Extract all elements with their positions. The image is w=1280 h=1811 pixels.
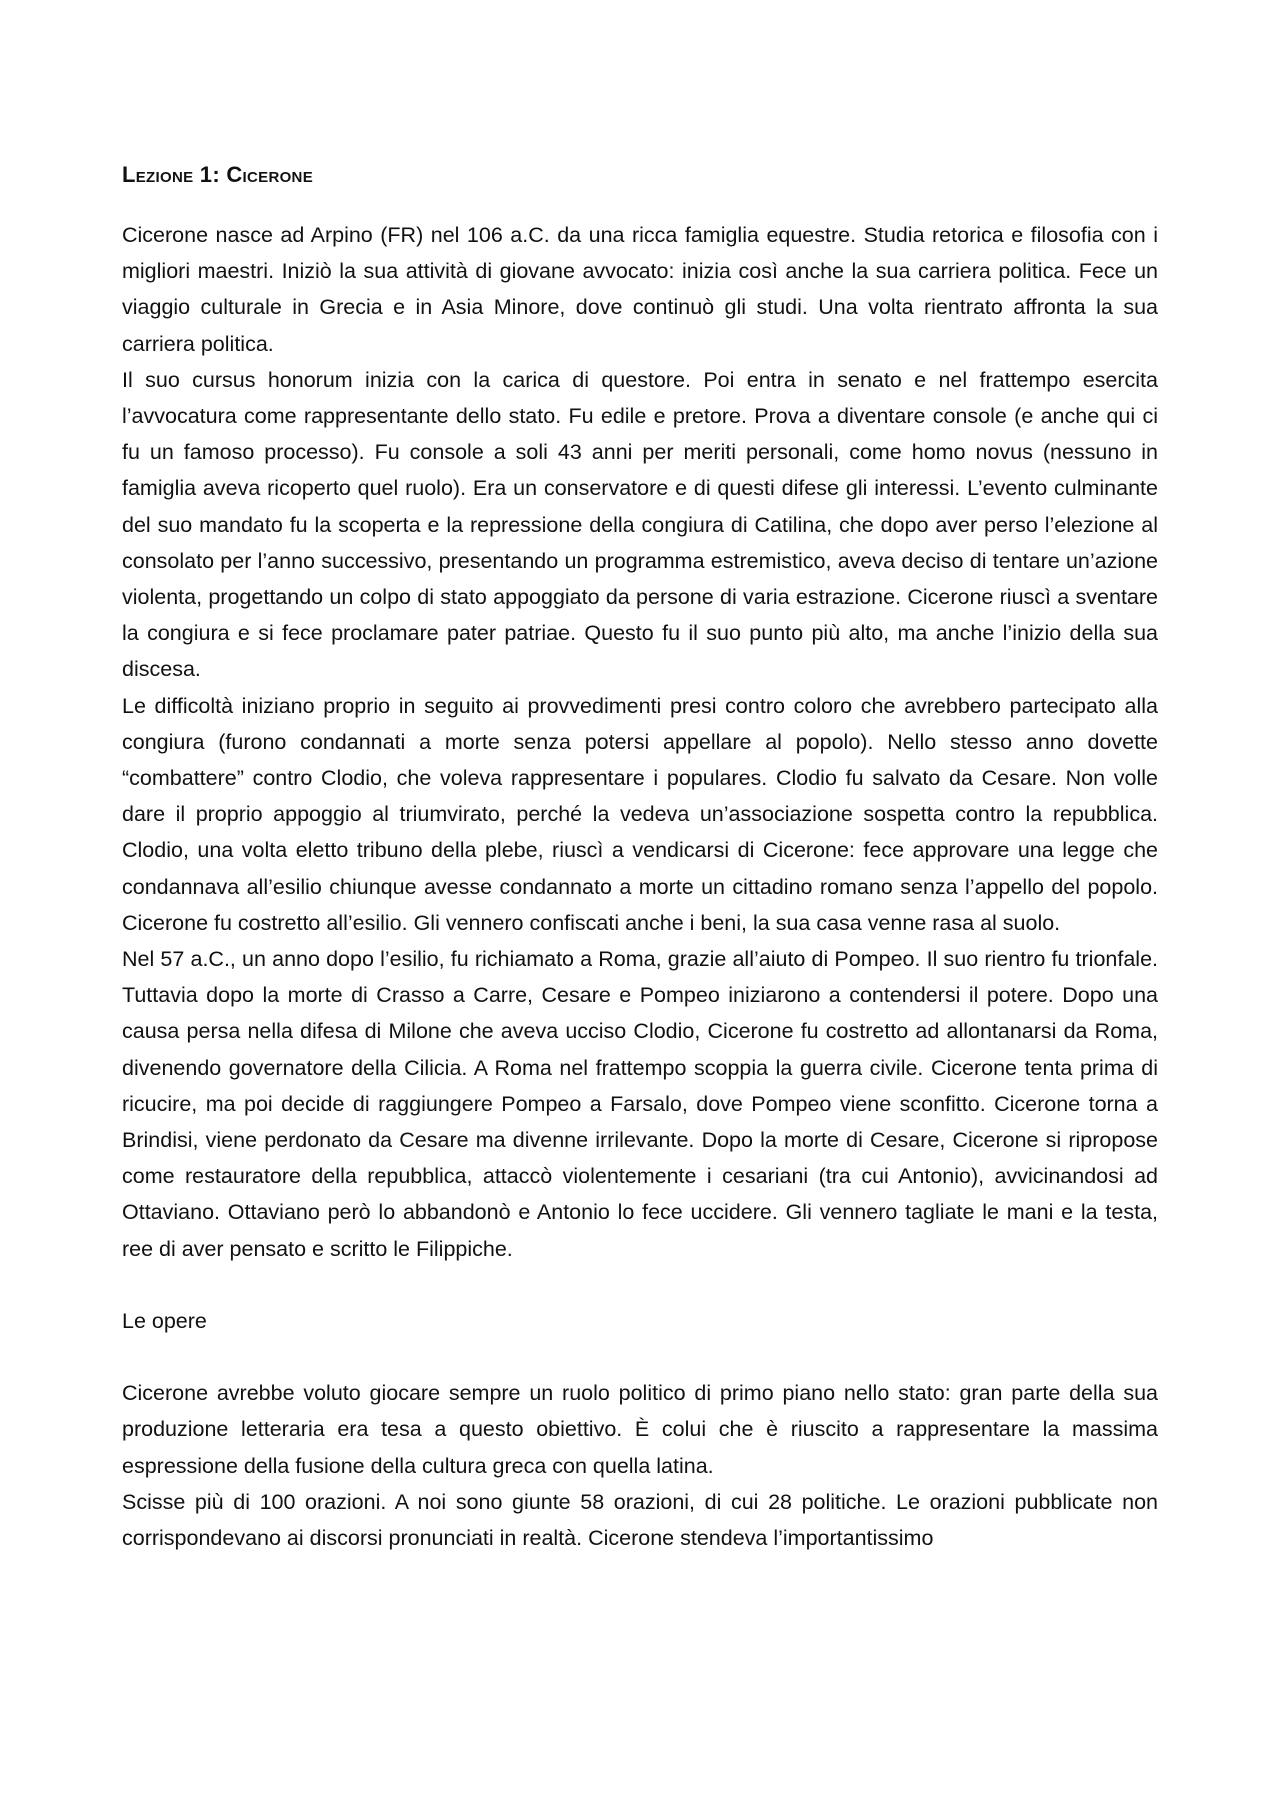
spacer — [122, 1267, 1158, 1303]
paragraph-return-and-death: Nel 57 a.C., un anno dopo l’esilio, fu richiamato a Roma, grazie all’aiuto di Pompeo. Il suo rientro fu trionfale. Tuttavia dopo la morte di Crasso a Carre, Cesare e Pompeo iniziarono a contendersi il potere. Dopo una causa persa nella difesa di Milone che aveva ucciso Clodio, Cicerone fu costretto ad allontanarsi da Roma, divenendo governatore della Cilicia. A Roma nel frattempo scoppia la guerra civile. Cicerone tenta prima di ricucire, ma poi decide di raggiungere Pompeo a Farsalo, dove Pompeo viene sconfitto. Cicerone torna a Brindisi, viene perdonato da Cesare ma divenne irrilevante. Dopo la morte di Cesare, Cicerone si ripropose come restauratore della repubblica, attaccò violentemente i cesariani (tra cui Antonio), avvicinandosi ad Ottaviano. Ottaviano però lo abbandonò e Antonio lo fece uccidere. Gli vennero tagliate le mani e la testa, ree di aver pensato e scritto le Filippiche. — [122, 947, 1158, 1261]
section-heading-works: Le opere — [122, 1308, 207, 1333]
paragraph-difficulties: Le difficoltà iniziano proprio in seguito ai provvedimenti presi contro coloro che avrebbero partecipato alla congiura (furono condannati a morte senza potersi appellare al popolo). Nello stesso anno dovette “combattere” contro Clodio, che voleva rappresentare i populares. Clodio fu salvato da Cesare. Non volle dare il proprio appoggio al triumvirato, perché la vedeva un’associazione sospetta contro la repubblica. Clodio, una volta eletto tribuno della plebe, riuscì a vendicarsi di Cicerone: fece approvare una legge che condannava all’esilio chiunque avesse condannato a morte un cittadino romano senza l’appello del popolo. Cicerone fu costretto all’esilio. Gli vennero confiscati anche i beni, la sua casa venne rasa al suolo. — [122, 693, 1158, 935]
paragraph-works-intro: Cicerone avrebbe voluto giocare sempre un ruolo politico di primo piano nello stato: gran parte della sua produzione letteraria era tesa a questo obiettivo. È colui che è riuscito a rappresentare la massima espressione della fusione della cultura greca con quella latina. — [122, 1381, 1158, 1478]
paragraph-biography-intro: Cicerone nasce ad Arpino (FR) nel 106 a.C. da una ricca famiglia equestre. Studia retorica e filosofia con i migliori maestri. Iniziò la sua attività di giovane avvocato: inizia così anche la sua carriera politica. Fece un viaggio culturale in Grecia e in Asia Minore, dove continuò gli studi. Una volta rientrato affronta la sua carriera politica. — [122, 223, 1158, 356]
document-content — [122, 155, 1158, 1556]
paragraph-cursus-honorum: Il suo cursus honorum inizia con la carica di questore. Poi entra in senato e nel frattempo esercita l’avvocatura come rappresentante dello stato. Fu edile e pretore. Prova a diventare console (e anche qui ci fu un famoso processo). Fu console a soli 43 anni per meriti personali, come homo novus (nessuno in famiglia aveva ricoperto quel ruolo). Era un conservatore e di questi difese gli interessi. L’evento culminante del suo mandato fu la scoperta e la repressione della congiura di Catilina, che dopo aver perso l’elezione al consolato per l’anno successivo, presentando un programma estremistico, aveva deciso di tentare un’azione violenta, progettando un colpo di stato appoggiato da persone di varia estrazione. Cicerone riuscì a sventare la congiura e si fece proclamare pater patriae. Questo fu il suo punto più alto, ma anche l’inizio della sua discesa. — [122, 367, 1158, 682]
spacer — [122, 1339, 1158, 1375]
page-title: Lezione 1: Cicerone — [122, 162, 313, 187]
paragraph-orations: Scisse più di 100 orazioni. A noi sono giunte 58 orazioni, di cui 28 politiche. Le orazioni pubblicate non corrispondevano ai discorsi pronunciati in realtà. Cicerone stendeva l’importantissimo — [122, 1489, 1158, 1550]
